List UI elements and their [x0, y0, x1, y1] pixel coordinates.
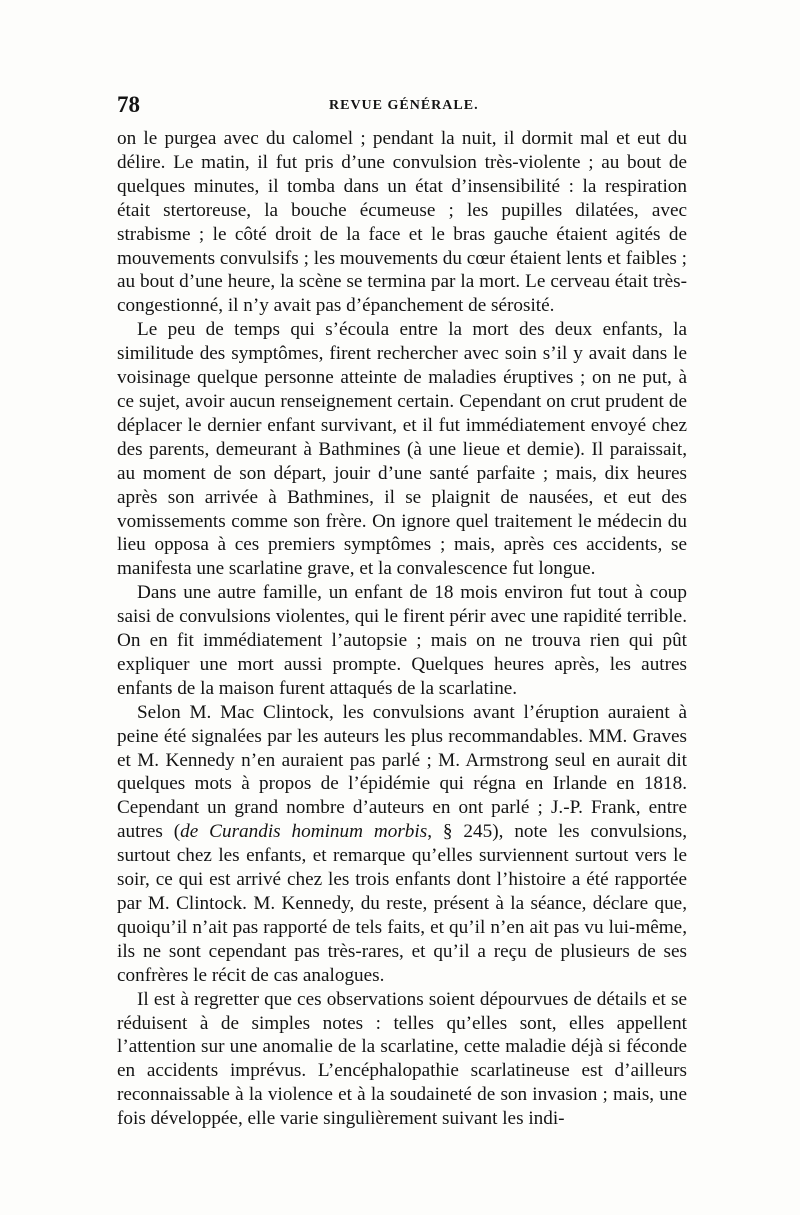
paragraph: Dans une autre famille, un enfant de 18 mois environ fut tout à coup saisi de convulsions violentes, qui le firent périr avec une rapidité terrible. On en fit immédiatement l’autopsie ; mais on ne trouva rien qui pût expliquer une mort aussi prompte. Quelques heures après, les autres enfants de la maison furent attaqués de la scarlatine. [117, 582, 687, 699]
paragraph: Il est à regretter que ces observations soient dépourvues de détails et se réduisent à de simples notes : telles qu’elles sont, elles appellent l’attention sur une anomalie de la scarlatine, cette maladie déjà si féconde en accidents imprévus. L’encéphalopathie scarlatineuse est d’ailleurs reconnaissable à la violence et à la soudaineté de son invasion ; mais, une fois développée, elle varie singulièrement suivant les indi- [117, 988, 687, 1130]
page-number: 78 [117, 92, 140, 117]
paragraph [117, 701, 687, 988]
latin-title: de Curandis hominum morbis [180, 821, 428, 843]
running-head: REVUE GÉNÉRALE. [329, 98, 479, 113]
paragraph: Le peu de temps qui s’écoula entre la mort des deux enfants, la similitude des symptômes, firent rechercher avec soin s’il y avait dans le voisinage quelque personne atteinte de maladies éruptives ; on ne put, à ce sujet, avoir aucun renseignement certain. Cependant on crut prudent de déplacer le dernier enfant survivant, et il fut immédiatement envoyé chez des parents, demeurant à Bathmines (à une lieue et demie). Il paraissait, au moment de son départ, jouir d’une santé parfaite ; mais, dix heures après son arrivée à Bathmines, il se plaignit de nausées, et eut des vomissements comme son frère. On ignore quel traitement le médecin du lieu opposa à ces premiers symptômes ; mais, après ces accidents, se manifesta une scarlatine grave, et la convalescence fut longue. [117, 319, 687, 580]
paragraph-continuation: on le purgea avec du calomel ; pendant la nuit, il dormit mal et eut du délire. Le matin, il fut pris d’une convulsion très-violente ; au bout de quelques minutes, il tomba dans un état d’insensibilité : la respiration était stertoreuse, la bouche écumeuse ; les pupilles dilatées, avec strabisme ; le côté droit de la face et le bras gauche étaient agités de mouvements convulsifs ; les mouvements du cœur étaient lents et faibles ; au bout d’une heure, la scène se termina par la mort. Le cerveau était très-congestionné, il n’y avait pas d’épanchement de sérosité. [117, 128, 687, 317]
paragraph-text: Selon M. Mac Clintock, les convulsions avant l’éruption auraient à peine été signalées par les auteurs les plus recommandables. MM. Graves et M. Kennedy n’en auraient pas parlé ; M. Armstrong seul en aurait dit quelques mots à propos de l’épidémie qui régna en Irlande en 1818. Cependant un grand nombre d’auteurs en ont parlé ; J.-P. Frank, entre autres ( [117, 701, 687, 843]
body-text [117, 127, 687, 1131]
paragraph-text: , § 245), note les convulsions, surtout chez les enfants, et remarque qu’elles surviennent surtout vers le soir, ce qui est arrivé chez les trois enfants dont l’histoire a été rapportée par M. Clintock. M. Kennedy, du reste, présent à la séance, déclare que, quoiqu’il n’ait pas rapporté de tels faits, et qu’il n’en ait pas vu lui-même, ils ne sont cependant pas très-rares, et qu’il a reçu de plusieurs de ses confrères le récit de cas analogues. [117, 821, 687, 986]
page-header [117, 92, 687, 122]
